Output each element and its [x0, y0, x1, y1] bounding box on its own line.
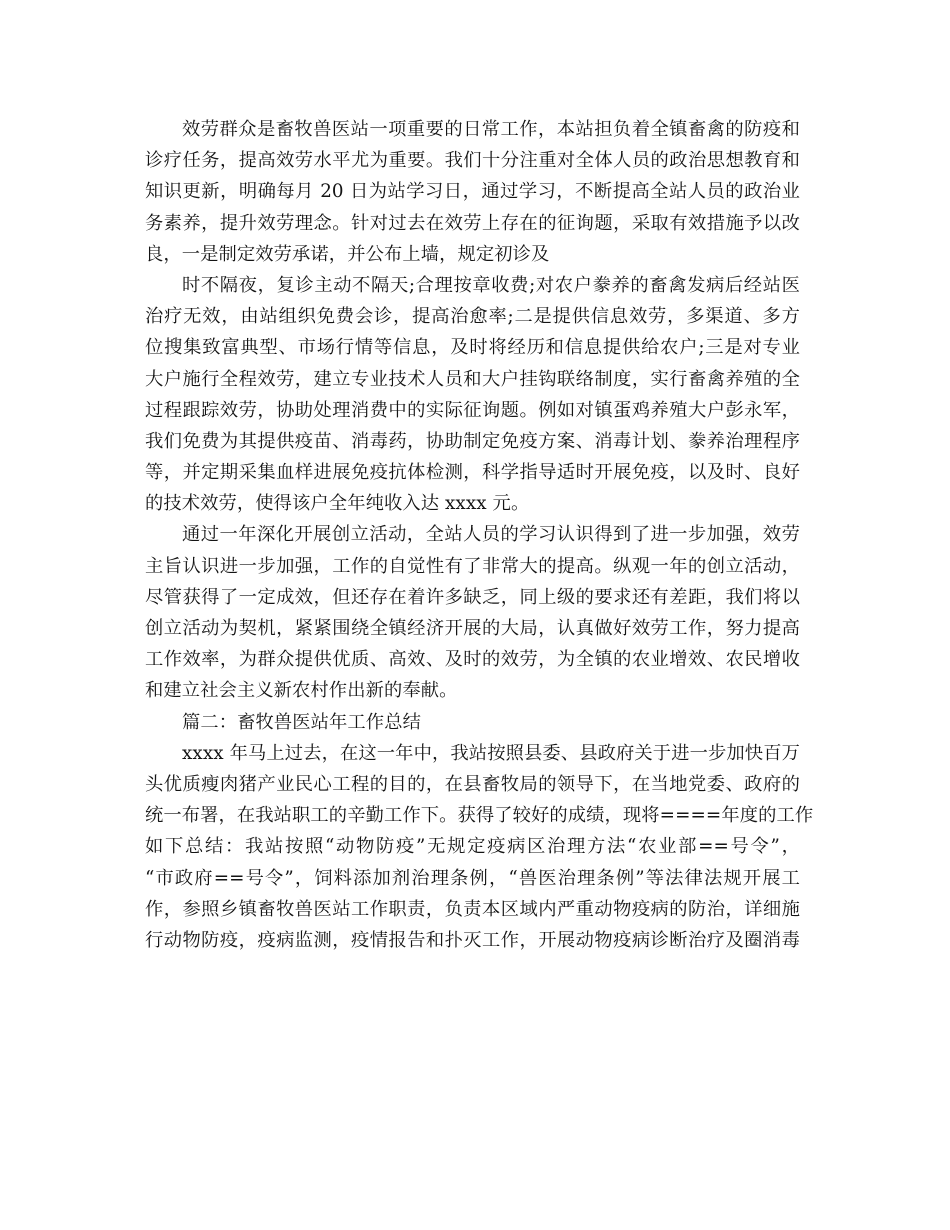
text-line: 我们免费为其提供疫苗、消毒药，协助制定免疫方案、消毒计划、豢养治理程序 [145, 430, 800, 452]
text-line: “市政府==号令”，饲料添加剂治理条例，“兽医治理条例”等法律法规开展工 [145, 867, 800, 889]
text-line: 等，并定期采集血样进展免疫抗体检测，科学指导适时开展免疫，以及时、良好 [145, 462, 800, 484]
text-line: 务素养，提升效劳理念。针对过去在效劳上存在的征询题，采取有效措施予以改 [145, 212, 800, 234]
heading-text: 篇二：畜牧兽医站年工作总结 [182, 711, 421, 733]
text-line: 尽管获得了一定成效，但还存在着许多缺乏，同上级的要求还有差距，我们将以 [145, 586, 800, 608]
text-line: 知识更新，明确每月 20 日为站学习日，通过学习，不断提高全站人员的政治业 [145, 181, 800, 203]
text-line: 效劳群众是畜牧兽医站一项重要的日常工作，本站担负着全镇畜禽的防疫和 [182, 119, 800, 140]
text-line: 主旨认识进一步加强，工作的自觉性有了非常大的提高。纵观一年的创立活动， [145, 555, 800, 577]
text-line: 工作效率，为群众提供优质、高效、及时的效劳，为全镇的农业增效、农民增收 [145, 649, 800, 671]
paragraph-3 [145, 519, 800, 706]
text-line: 良，一是制定效劳承诺，并公布上墙，规定初诊及 [145, 243, 550, 265]
text-line: 诊疗任务，提高效劳水平尤为重要。我们十分注重对全体人员的政治思想教育和 [145, 150, 800, 172]
text-line: 治疗无效，由站组织免费会诊，提高治愈率;二是提供信息效劳，多渠道、多方 [145, 306, 800, 328]
document-body [145, 114, 814, 956]
text-line: 创立活动为契机，紧紧围绕全镇经济开展的大局，认真做好效劳工作，努力提高 [145, 618, 800, 639]
text-line: 和建立社会主义新农村作出新的奉献。 [145, 680, 458, 702]
text-line: 位搜集致富典型、市场行情等信息，及时将经历和信息提供给农户;三是对专业 [145, 337, 800, 359]
text-line: 行动物防疫，疫病监测，疫情报告和扑灭工作，开展动物疫病诊断治疗及圈消毒 [145, 929, 800, 951]
text-line: 时不隔夜，复诊主动不隔天;合理按章收费;对农户豢养的畜禽发病后经站医 [182, 274, 800, 296]
paragraph-1 [145, 114, 800, 270]
text-line: 头优质瘦肉猪产业民心工程的目的，在县畜牧局的领导下，在当地党委、政府的 [145, 773, 800, 795]
text-line: 的技术效劳，使得该户全年纯收入达 xxxx 元。 [145, 493, 530, 515]
text-line: xxxx 年马上过去，在这一年中，我站按照县委、县政府关于进一步加快百万 [182, 742, 800, 764]
text-line: 统一布署，在我站职工的辛勤工作下。获得了较好的成绩，现将====年度的工作 [145, 805, 814, 827]
text-line: 作，参照乡镇畜牧兽医站工作职责，负责本区域内严重动物疫病的防治，详细施 [145, 898, 800, 920]
text-line: 通过一年深化开展创立活动，全站人员的学习认识得到了进一步加强，效劳 [182, 524, 800, 546]
text-line: 大户施行全程效劳，建立专业技术人员和大户挂钩联络制度，实行畜禽养殖的全 [145, 368, 800, 390]
text-line: 过程跟踪效劳，协助处理消费中的实际征询题。例如对镇蛋鸡养殖大户彭永军， [145, 399, 800, 421]
paragraph-2 [145, 270, 800, 520]
text-line: 如下总结：我站按照“动物防疫”无规定疫病区治理方法“农业部==号令”， [145, 836, 800, 858]
paragraph-5 [145, 738, 814, 956]
section-heading [145, 707, 800, 738]
